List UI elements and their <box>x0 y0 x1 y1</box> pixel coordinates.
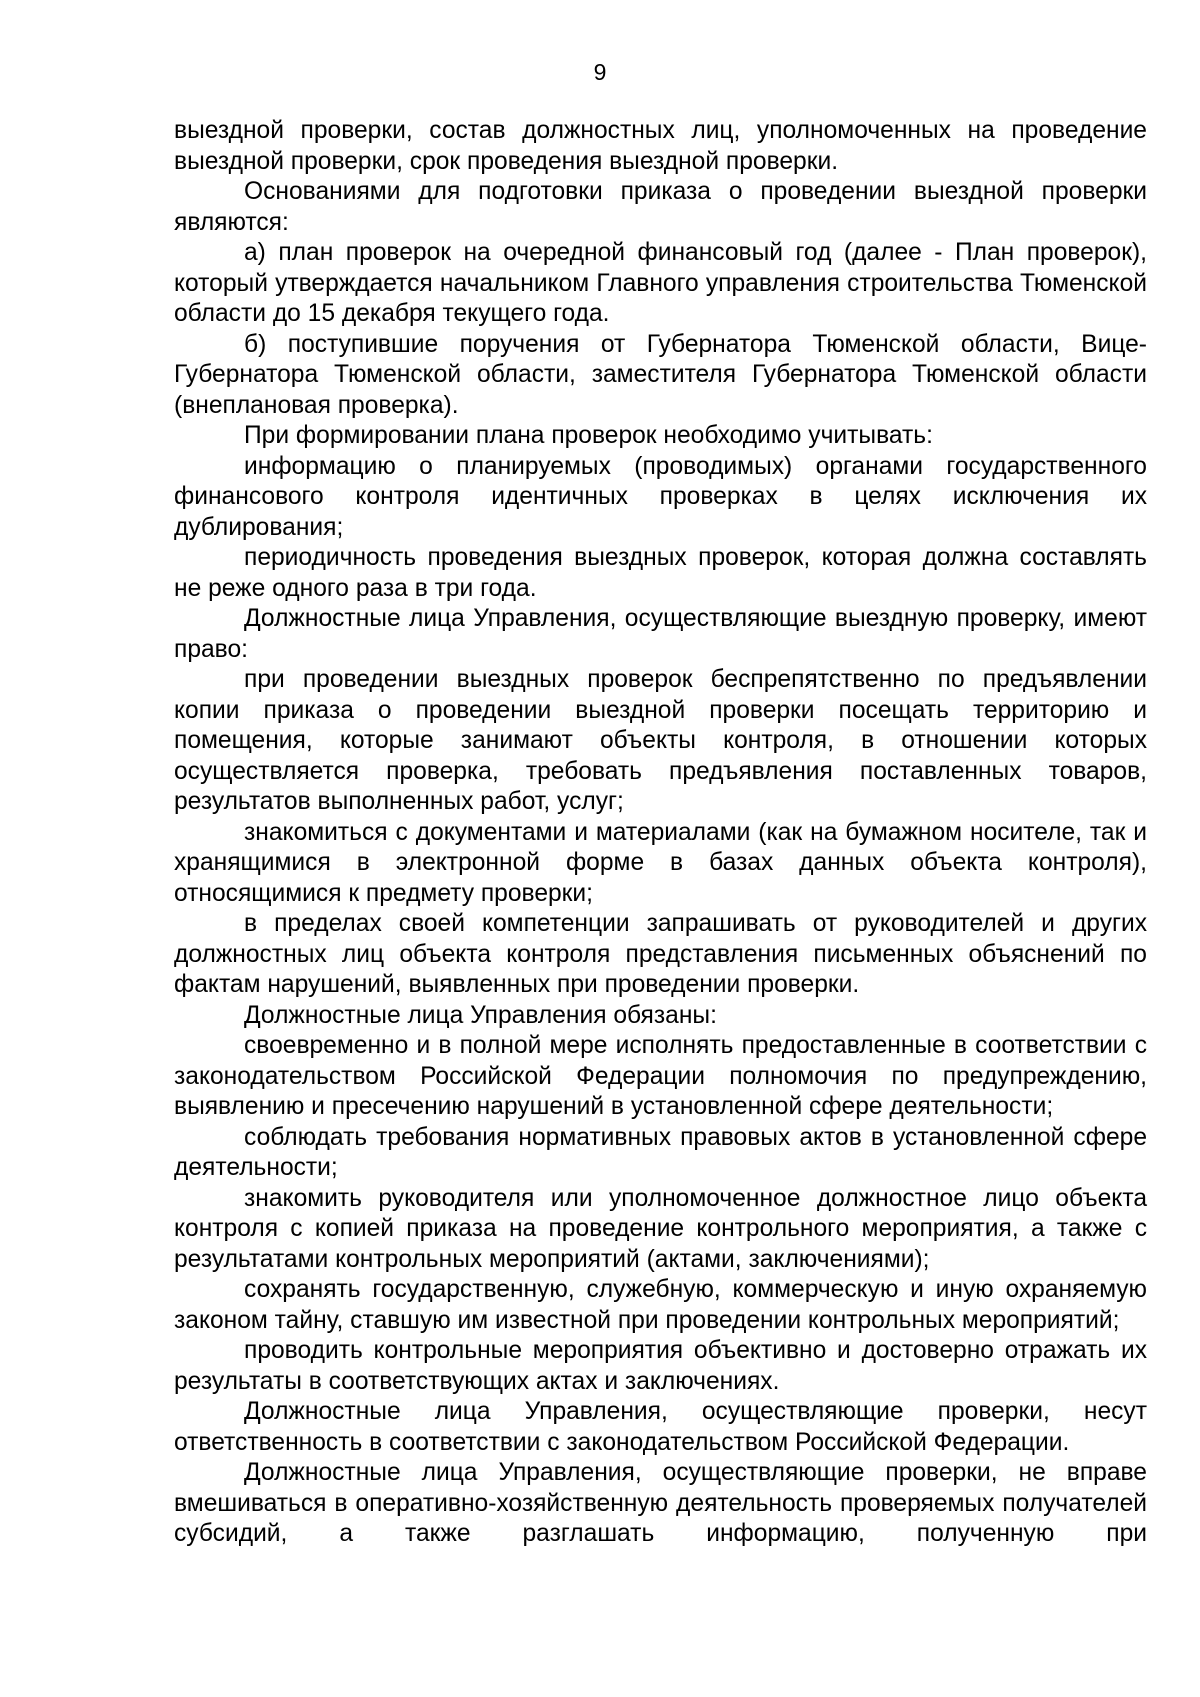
paragraph: соблюдать требования нормативных правовых актов в установленной сфере деятельности; <box>174 1123 1147 1181</box>
paragraph: выездной проверки, состав должностных лиц, уполномоченных на проведение выездной проверки, срок проведения выездной проверки. <box>174 117 1147 175</box>
paragraph: при проведении выездных проверок беспрепятственно по предъявлении копии приказа о проведении выездной проверки посещать территорию и помещения, которые занимают объекты контроля, в отношении которых осуществляется проверка, требовать предъявления поставленных товаров, результатов выполненных работ, услуг; <box>174 666 1147 815</box>
paragraph: Должностные лица Управления, осуществляющие выездную проверку, имеют право: <box>174 605 1147 663</box>
paragraph: проводить контрольные мероприятия объективно и достоверно отражать их результаты в соответствующих актах и заключениях. <box>174 1337 1147 1395</box>
paragraph: Должностные лица Управления, осуществляющие проверки, не вправе вмешиваться в оперативно-хозяйственную деятельность проверяемых получателей субсидий, а также разглашать информацию, полученную при <box>174 1459 1147 1547</box>
paragraph: Должностные лица Управления, осуществляющие проверки, несут ответственность в соответствии с законодательством Российской Федерации. <box>174 1398 1147 1456</box>
paragraph: своевременно и в полной мере исполнять предоставленные в соответствии с законодательством Российской Федерации полномочия по предупреждению, выявлению и пресечению нарушений в установленной сфере деятельности; <box>174 1032 1147 1120</box>
paragraph: При формировании плана проверок необходимо учитывать: <box>244 422 933 449</box>
paragraph: периодичность проведения выездных проверок, которая должна составлять не реже одного раза в три года. <box>174 544 1147 602</box>
paragraph: знакомить руководителя или уполномоченное должностное лицо объекта контроля с копией приказа на проведение контрольного мероприятия, а также с результатами контрольных мероприятий (актами, заключениями); <box>174 1184 1147 1273</box>
paragraph: Основаниями для подготовки приказа о проведении выездной проверки являются: <box>174 178 1147 236</box>
paragraph: знакомиться с документами и материалами (как на бумажном носителе, так и хранящимися в электронной форме в базах данных объекта контроля), относящимися к предмету проверки; <box>174 818 1147 907</box>
paragraph: сохранять государственную, служебную, коммерческую и иную охраняемую законом тайну, ставшую им известной при проведении контрольных мероприятий; <box>174 1276 1147 1334</box>
paragraph: б) поступившие поручения от Губернатора Тюменской области, Вице-Губернатора Тюменской области, заместителя Губернатора Тюменской области (внеплановая проверка). <box>174 330 1147 419</box>
paragraph: Должностные лица Управления обязаны: <box>244 1001 717 1029</box>
paragraph: в пределах своей компетенции запрашивать от руководителей и других должностных лиц объекта контроля представления письменных объяснений по фактам нарушений, выявленных при проведении проверки. <box>174 910 1147 998</box>
paragraph: информацию о планируемых (проводимых) органами государственного финансового контроля идентичных проверках в целях исключения их дублирования; <box>174 452 1147 541</box>
paragraph: а) план проверок на очередной финансовый год (далее - План проверок), который утверждается начальником Главного управления строительства Тюменской области до 15 декабря текущего года. <box>174 239 1147 327</box>
document-body <box>174 116 1147 1550</box>
page-number: 9 <box>593 59 607 85</box>
